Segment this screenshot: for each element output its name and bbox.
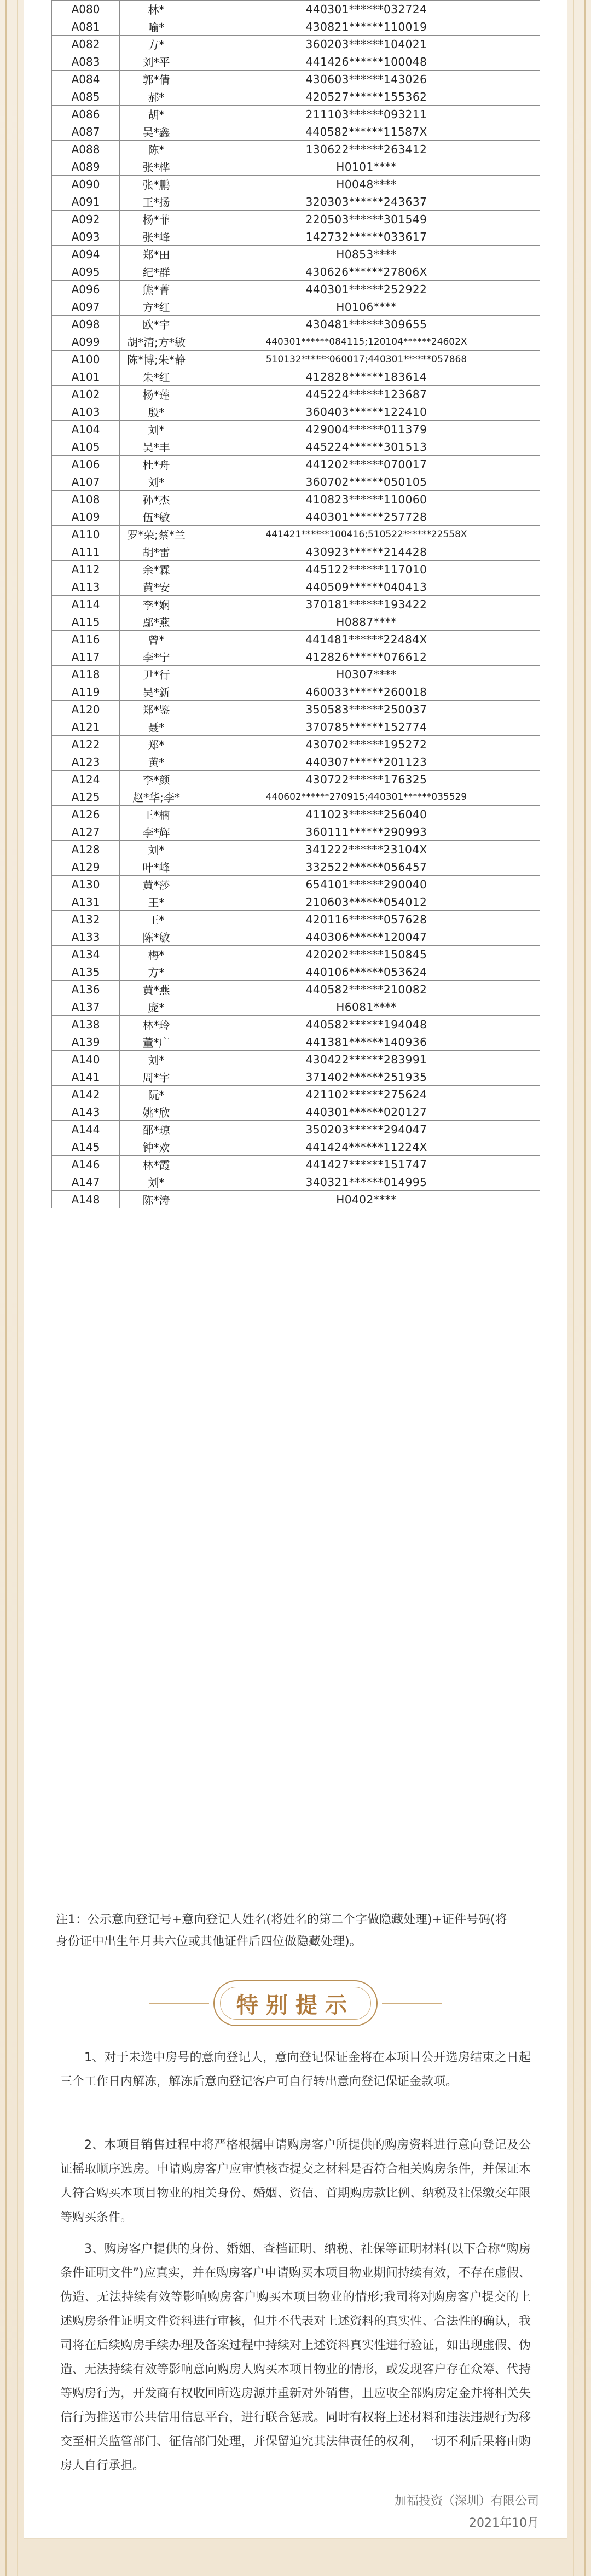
cell-number: A110	[52, 526, 120, 543]
cell-number: A080	[52, 1, 120, 18]
table-footnote: 注1：公示意向登记号+意向登记人姓名(将姓名的第二个字做隐藏处理)+证件号码(将身份证中出生年月共六位或其他证件后四位做隐藏处理)。	[56, 1913, 507, 1949]
cell-number: A084	[52, 71, 120, 88]
cell-name: 纪*群	[120, 263, 193, 281]
cell-id-number: 440301******032724	[193, 1, 540, 18]
cell-number: A126	[52, 806, 120, 823]
cell-name: 张*峰	[120, 228, 193, 246]
cell-id-number: 440301******257728	[193, 508, 540, 526]
table-row	[52, 386, 540, 403]
table-row	[52, 508, 540, 526]
cell-id-number: 411023******256040	[193, 806, 540, 823]
cell-name: 黄*燕	[120, 981, 193, 998]
table-row	[52, 421, 540, 438]
table-row	[52, 193, 540, 211]
cell-name: 杨*莲	[120, 386, 193, 403]
table-row	[52, 106, 540, 123]
decorative-frame-left	[5, 0, 18, 2576]
cell-number: A142	[52, 1086, 120, 1103]
cell-number: A102	[52, 386, 120, 403]
cell-name: 罗*荣;蔡*兰	[120, 526, 193, 543]
cell-number: A124	[52, 771, 120, 788]
table-row	[52, 1156, 540, 1173]
table-row	[52, 368, 540, 386]
cell-name: 庞*	[120, 998, 193, 1016]
cell-id-number: 510132******060017;440301******057868	[193, 351, 540, 368]
cell-number: A099	[52, 333, 120, 351]
cell-id-number: 371402******251935	[193, 1068, 540, 1086]
cell-id-number: 360111******290993	[193, 823, 540, 841]
table-row	[52, 53, 540, 71]
table-row	[52, 981, 540, 998]
table-row	[52, 631, 540, 648]
cell-id-number: 360403******122410	[193, 403, 540, 421]
table-row	[52, 666, 540, 683]
table-row	[52, 596, 540, 613]
cell-name: 王*扬	[120, 193, 193, 211]
cell-number: A133	[52, 928, 120, 946]
table-row	[52, 298, 540, 316]
cell-number: A091	[52, 193, 120, 211]
cell-number: A119	[52, 683, 120, 701]
table-row	[52, 806, 540, 823]
table-row	[52, 893, 540, 911]
banner-title: 特别提示	[236, 1992, 355, 2018]
cell-id-number: H0402****	[193, 1191, 540, 1208]
cell-number: A130	[52, 876, 120, 893]
table-row	[52, 1, 540, 18]
table-row	[52, 526, 540, 543]
table-row	[52, 928, 540, 946]
cell-id-number: 210603******054012	[193, 893, 540, 911]
cell-id-number: 420116******057628	[193, 911, 540, 928]
cell-id-number: H0853****	[193, 246, 540, 263]
cell-name: 朱*红	[120, 368, 193, 386]
cell-id-number: H0048****	[193, 176, 540, 193]
table-row	[52, 683, 540, 701]
cell-number: A134	[52, 946, 120, 963]
cell-id-number: 341222******23104X	[193, 841, 540, 858]
cell-number: A093	[52, 228, 120, 246]
cell-id-number: 420527******155362	[193, 88, 540, 106]
cell-id-number: 430422******283991	[193, 1051, 540, 1068]
cell-name: 余*霖	[120, 561, 193, 578]
cell-name: 陈*	[120, 141, 193, 158]
cell-name: 胡*	[120, 106, 193, 123]
signature-company: 加福投资（深圳）有限公司	[394, 2494, 539, 2508]
cell-name: 郑*	[120, 736, 193, 753]
banner-right-line	[382, 2003, 442, 2004]
cell-number: A096	[52, 281, 120, 298]
cell-number: A147	[52, 1173, 120, 1191]
cell-name: 姚*欣	[120, 1103, 193, 1121]
cell-id-number: 421102******275624	[193, 1086, 540, 1103]
cell-number: A098	[52, 316, 120, 333]
cell-name: 林*	[120, 1, 193, 18]
cell-id-number: H0887****	[193, 613, 540, 631]
cell-id-number: 441202******070017	[193, 456, 540, 473]
cell-id-number: H0106****	[193, 298, 540, 316]
cell-name: 李*辉	[120, 823, 193, 841]
cell-name: 杜*舟	[120, 456, 193, 473]
cell-number: A087	[52, 123, 120, 141]
table-row	[52, 263, 540, 281]
cell-id-number: H0101****	[193, 158, 540, 176]
cell-name: 钟*欢	[120, 1138, 193, 1156]
cell-number: A094	[52, 246, 120, 263]
cell-id-number: 440106******053624	[193, 963, 540, 981]
cell-id-number: 440602******270915;440301******035529	[193, 788, 540, 806]
cell-id-number: H6081****	[193, 998, 540, 1016]
cell-name: 陈*敏	[120, 928, 193, 946]
cell-number: A109	[52, 508, 120, 526]
table-row	[52, 1033, 540, 1051]
cell-id-number: 430702******195272	[193, 736, 540, 753]
table-row	[52, 543, 540, 561]
cell-id-number: 441381******140936	[193, 1033, 540, 1051]
cell-number: A081	[52, 18, 120, 36]
cell-number: A095	[52, 263, 120, 281]
table-row	[52, 158, 540, 176]
cell-number: A121	[52, 718, 120, 736]
cell-name: 刘*	[120, 421, 193, 438]
registration-table-body	[52, 1, 540, 1208]
table-row	[52, 36, 540, 53]
cell-id-number: 130622******263412	[193, 141, 540, 158]
cell-number: A137	[52, 998, 120, 1016]
cell-id-number: 370785******152774	[193, 718, 540, 736]
cell-id-number: 440307******201123	[193, 753, 540, 771]
cell-number: A135	[52, 963, 120, 981]
cell-number: A138	[52, 1016, 120, 1033]
cell-id-number: 441481******22484X	[193, 631, 540, 648]
cell-name: 王*	[120, 911, 193, 928]
table-row	[52, 841, 540, 858]
cell-name: 郭*倩	[120, 71, 193, 88]
cell-name: 聂*	[120, 718, 193, 736]
table-row	[52, 473, 540, 491]
cell-name: 刘*	[120, 1173, 193, 1191]
cell-id-number: 410823******110060	[193, 491, 540, 508]
cell-number: A123	[52, 753, 120, 771]
table-row	[52, 246, 540, 263]
cell-number: A100	[52, 351, 120, 368]
table-row	[52, 18, 540, 36]
cell-number: A108	[52, 491, 120, 508]
table-row	[52, 1173, 540, 1191]
cell-number: A086	[52, 106, 120, 123]
cell-id-number: 440301******020127	[193, 1103, 540, 1121]
table-row	[52, 281, 540, 298]
cell-name: 刘*	[120, 473, 193, 491]
cell-number: A127	[52, 823, 120, 841]
cell-number: A122	[52, 736, 120, 753]
cell-name: 鄢*燕	[120, 613, 193, 631]
cell-id-number: 441427******151747	[193, 1156, 540, 1173]
table-row	[52, 491, 540, 508]
cell-number: A092	[52, 211, 120, 228]
cell-id-number: 441426******100048	[193, 53, 540, 71]
table-row	[52, 823, 540, 841]
cell-name: 吴*丰	[120, 438, 193, 456]
cell-number: A118	[52, 666, 120, 683]
table-row	[52, 123, 540, 141]
cell-id-number: 445122******117010	[193, 561, 540, 578]
cell-number: A120	[52, 701, 120, 718]
table-row	[52, 753, 540, 771]
table-row	[52, 88, 540, 106]
cell-name: 吴*新	[120, 683, 193, 701]
cell-id-number: 340321******014995	[193, 1173, 540, 1191]
cell-id-number: 440301******252922	[193, 281, 540, 298]
table-row	[52, 911, 540, 928]
table-row	[52, 788, 540, 806]
cell-name: 曾*	[120, 631, 193, 648]
cell-name: 黄*莎	[120, 876, 193, 893]
cell-id-number: 320303******243637	[193, 193, 540, 211]
cell-name: 董*广	[120, 1033, 193, 1051]
cell-id-number: 440509******040413	[193, 578, 540, 596]
cell-id-number: 440582******194048	[193, 1016, 540, 1033]
cell-id-number: 440301******084115;120104******24602X	[193, 333, 540, 351]
cell-id-number: 370181******193422	[193, 596, 540, 613]
table-row	[52, 1016, 540, 1033]
cell-id-number: 430821******110019	[193, 18, 540, 36]
cell-number: A117	[52, 648, 120, 666]
cell-name: 方*红	[120, 298, 193, 316]
table-row	[52, 333, 540, 351]
cell-number: A144	[52, 1121, 120, 1138]
cell-number: A140	[52, 1051, 120, 1068]
cell-number: A128	[52, 841, 120, 858]
table-row	[52, 561, 540, 578]
cell-number: A143	[52, 1103, 120, 1121]
cell-number: A139	[52, 1033, 120, 1051]
cell-name: 林*霞	[120, 1156, 193, 1173]
table-row	[52, 963, 540, 981]
special-notice-banner	[213, 1980, 378, 2026]
cell-name: 李*宁	[120, 648, 193, 666]
cell-name: 陈*涛	[120, 1191, 193, 1208]
cell-name: 刘*	[120, 841, 193, 858]
cell-id-number: 332522******056457	[193, 858, 540, 876]
cell-number: A082	[52, 36, 120, 53]
cell-number: A101	[52, 368, 120, 386]
cell-id-number: 440582******210082	[193, 981, 540, 998]
cell-name: 方*	[120, 36, 193, 53]
cell-name: 梅*	[120, 946, 193, 963]
cell-name: 邵*琼	[120, 1121, 193, 1138]
table-row	[52, 998, 540, 1016]
cell-number: A114	[52, 596, 120, 613]
table-row	[52, 351, 540, 368]
cell-number: A136	[52, 981, 120, 998]
cell-name: 黄*	[120, 753, 193, 771]
cell-number: A104	[52, 421, 120, 438]
cell-name: 张*桦	[120, 158, 193, 176]
cell-number: A105	[52, 438, 120, 456]
table-row	[52, 613, 540, 631]
cell-name: 殷*	[120, 403, 193, 421]
cell-id-number: 142732******033617	[193, 228, 540, 246]
cell-name: 黄*安	[120, 578, 193, 596]
table-row	[52, 718, 540, 736]
cell-id-number: 430722******176325	[193, 771, 540, 788]
cell-name: 欧*宇	[120, 316, 193, 333]
cell-number: A089	[52, 158, 120, 176]
cell-id-number: 460033******260018	[193, 683, 540, 701]
cell-name: 李*颜	[120, 771, 193, 788]
cell-name: 杨*菲	[120, 211, 193, 228]
notice-paragraph-3: 3、购房客户提供的身份、婚姻、查档证明、纳税、社保等证明材料(以下合称“购房条件证明文件”)应真实，并在购房客户申请购买本项目物业期间持续有效，不存在虚假、伪造、无法持续有效等影响购房客户购买本项目物业的情形;我司将对购房客户提交的上述购房条件证明文件资料进行审核，但并不代表对上述资料的真实性、合法性的确认，我司将在后续购房手续办理及备案过程中持续对上述资料真实性进行验证，如出现虚假、伪造、无法持续有效等影响意向购房人购买本项目物业的情形，或发现客户存在众筹、代持等购房行为，开发商有权收回所选房源并重新对外销售，且应收全部购房定金并将相关失信行为推送市公共信用信息平台，进行联合惩戒。同时有权将上述材料和违法违规行为移交至相关监管部门、征信部门处理，并保留追究其法律责任的权利，一切不利后果将由购房人自行承担。	[60, 2242, 531, 2473]
table-row	[52, 1191, 540, 1208]
cell-name: 刘*	[120, 1051, 193, 1068]
cell-id-number: 429004******011379	[193, 421, 540, 438]
cell-name: 阮*	[120, 1086, 193, 1103]
cell-name: 方*	[120, 963, 193, 981]
cell-number: A085	[52, 88, 120, 106]
cell-name: 尹*行	[120, 666, 193, 683]
cell-id-number: H0307****	[193, 666, 540, 683]
table-row	[52, 176, 540, 193]
cell-name: 王*楠	[120, 806, 193, 823]
table-row	[52, 1051, 540, 1068]
cell-id-number: 430626******27806X	[193, 263, 540, 281]
cell-name: 叶*峰	[120, 858, 193, 876]
cell-name: 胡*清;方*敏	[120, 333, 193, 351]
notice-paragraph-2: 2、本项目销售过程中将严格根据申请购房客户所提供的购房资料进行意向登记及公证摇取顺序选房。申请购房客户应审慎核查提交之材料是否符合相关购房条件，并保证本人符合购买本项目物业的相关身份、婚姻、资信、首期购房款比例、纳税及社保缴交年限等购买条件。	[60, 2138, 531, 2224]
table-row	[52, 946, 540, 963]
cell-number: A113	[52, 578, 120, 596]
table-row	[52, 1086, 540, 1103]
table-row	[52, 876, 540, 893]
cell-number: A107	[52, 473, 120, 491]
cell-name: 王*	[120, 893, 193, 911]
cell-id-number: 360702******050105	[193, 473, 540, 491]
cell-number: A125	[52, 788, 120, 806]
cell-id-number: 420202******150845	[193, 946, 540, 963]
cell-name: 胡*雷	[120, 543, 193, 561]
cell-id-number: 220503******301549	[193, 211, 540, 228]
cell-name: 刘*平	[120, 53, 193, 71]
cell-name: 赵*华;李*	[120, 788, 193, 806]
cell-number: A148	[52, 1191, 120, 1208]
cell-name: 林*玲	[120, 1016, 193, 1033]
cell-name: 熊*菁	[120, 281, 193, 298]
cell-id-number: 350583******250037	[193, 701, 540, 718]
cell-name: 孙*杰	[120, 491, 193, 508]
table-row	[52, 1138, 540, 1156]
cell-name: 张*鹏	[120, 176, 193, 193]
cell-name: 周*宇	[120, 1068, 193, 1086]
registration-table	[51, 0, 540, 1208]
cell-number: A145	[52, 1138, 120, 1156]
cell-number: A103	[52, 403, 120, 421]
table-row	[52, 1068, 540, 1086]
table-row	[52, 1103, 540, 1121]
cell-id-number: 654101******290040	[193, 876, 540, 893]
cell-number: A083	[52, 53, 120, 71]
cell-name: 伍*敏	[120, 508, 193, 526]
cell-name: 吴*鑫	[120, 123, 193, 141]
table-row	[52, 701, 540, 718]
cell-id-number: 211103******093211	[193, 106, 540, 123]
cell-id-number: 430481******309655	[193, 316, 540, 333]
cell-id-number: 350203******294047	[193, 1121, 540, 1138]
table-row	[52, 858, 540, 876]
cell-number: A115	[52, 613, 120, 631]
table-row	[52, 1121, 540, 1138]
cell-id-number: 441421******100416;510522******22558X	[193, 526, 540, 543]
cell-number: A112	[52, 561, 120, 578]
cell-id-number: 440582******11587X	[193, 123, 540, 141]
table-row	[52, 141, 540, 158]
cell-name: 喻*	[120, 18, 193, 36]
cell-name: 郑*田	[120, 246, 193, 263]
cell-id-number: 445224******301513	[193, 438, 540, 456]
cell-number: A132	[52, 911, 120, 928]
cell-number: A090	[52, 176, 120, 193]
cell-name: 李*娴	[120, 596, 193, 613]
cell-number: A129	[52, 858, 120, 876]
table-row	[52, 228, 540, 246]
table-row	[52, 71, 540, 88]
notice-paragraph-1: 1、对于未选中房号的意向登记人，意向登记保证金将在本项目公开选房结束之日起三个工作日内解冻，解冻后意向登记客户可自行转出意向登记保证金款项。	[60, 2051, 531, 2089]
table-row	[52, 438, 540, 456]
cell-number: A097	[52, 298, 120, 316]
cell-number: A146	[52, 1156, 120, 1173]
cell-id-number: 412826******076612	[193, 648, 540, 666]
banner-left-line	[149, 2003, 209, 2004]
cell-number: A116	[52, 631, 120, 648]
cell-number: A141	[52, 1068, 120, 1086]
table-row	[52, 211, 540, 228]
cell-id-number: 430923******214428	[193, 543, 540, 561]
cell-number: A106	[52, 456, 120, 473]
cell-name: 陈*博;朱*静	[120, 351, 193, 368]
cell-id-number: 360203******104021	[193, 36, 540, 53]
cell-id-number: 412828******183614	[193, 368, 540, 386]
signature-date: 2021年10月	[469, 2516, 539, 2530]
cell-number: A088	[52, 141, 120, 158]
table-row	[52, 648, 540, 666]
table-row	[52, 456, 540, 473]
cell-id-number: 445224******123687	[193, 386, 540, 403]
cell-id-number: 440306******120047	[193, 928, 540, 946]
cell-name: 郝*	[120, 88, 193, 106]
cell-id-number: 430603******143026	[193, 71, 540, 88]
cell-name: 郑*鉴	[120, 701, 193, 718]
decorative-frame-right	[573, 0, 586, 2576]
table-row	[52, 403, 540, 421]
cell-number: A111	[52, 543, 120, 561]
table-row	[52, 736, 540, 753]
table-row	[52, 578, 540, 596]
cell-id-number: 441424******11224X	[193, 1138, 540, 1156]
table-row	[52, 771, 540, 788]
table-row	[52, 316, 540, 333]
cell-number: A131	[52, 893, 120, 911]
